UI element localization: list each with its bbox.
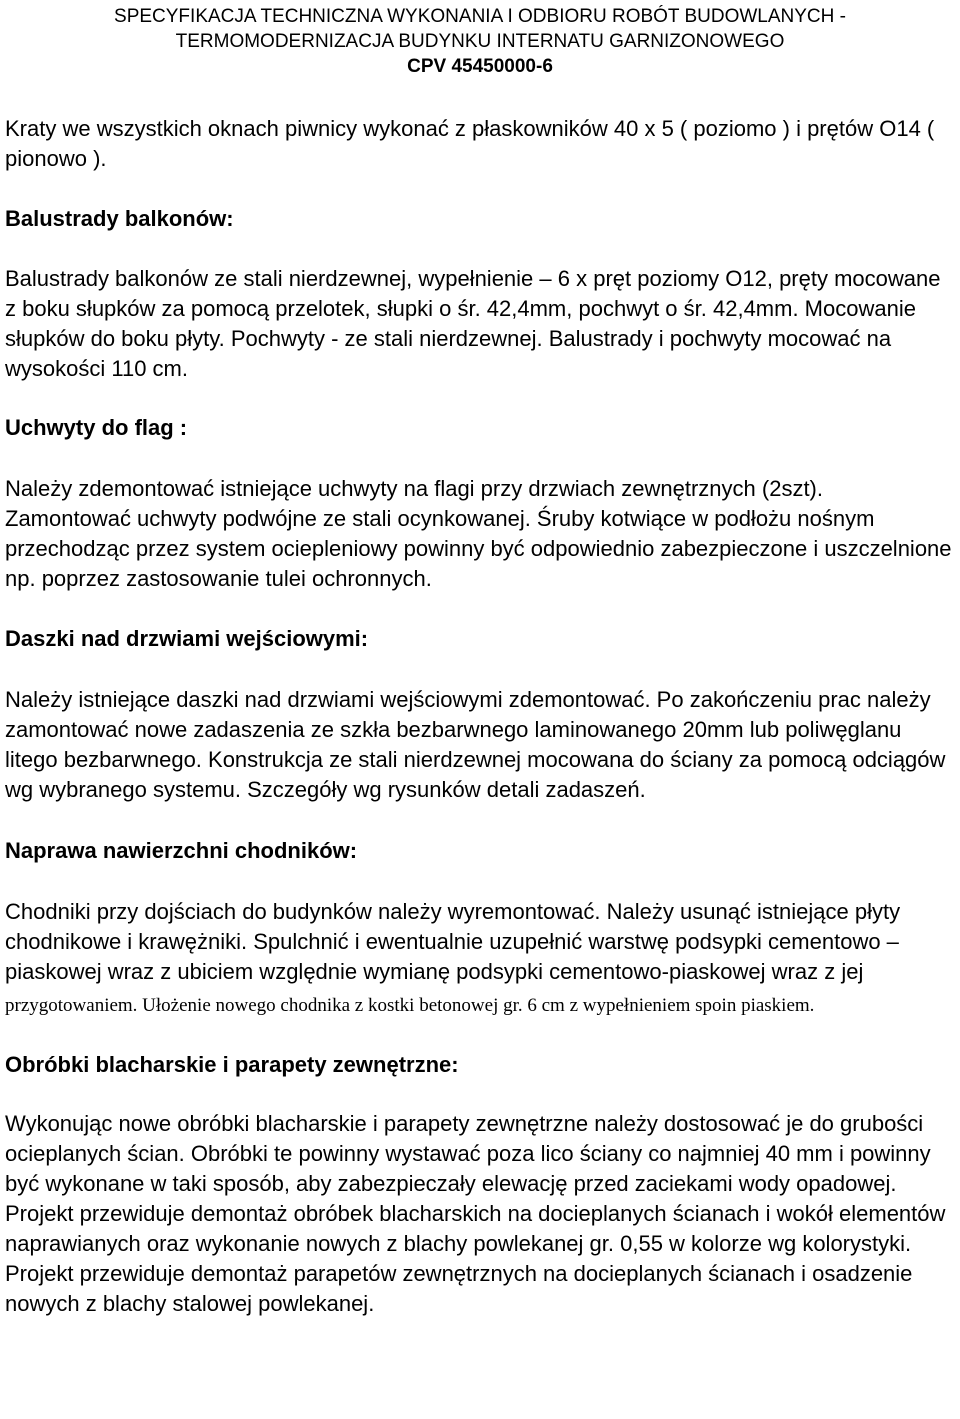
header-title-line-1: SPECYFIKACJA TECHNICZNA WYKONANIA I ODBIORU ROBÓT BUDOWLANYCH - bbox=[114, 6, 846, 27]
section-heading-uchwyty: Uchwyty do flag : bbox=[5, 415, 188, 440]
header-title-line-2: TERMOMODERNIZACJA BUDYNKU INTERNATU GARNIZONOWEGO bbox=[175, 31, 785, 52]
header-cpv-code: CPV 45450000-6 bbox=[407, 56, 553, 77]
section-body-daszki: Należy istniejące daszki nad drzwiami wejściowymi zdemontować. Po zakończeniu prac należy zamontować nowe zadaszenia ze szkła bezbarwnego laminowanego 20mm lub poliwęglanu litego bezbarwnego. Konstrukcja ze stali nierdzewnej mocowana do ściany za pomocą odciągów wg wybranego systemu. Szczegóły wg rysunków detali zadaszeń. bbox=[5, 687, 946, 802]
section-body-balustrady: Balustrady balkonów ze stali nierdzewnej, wypełnienie – 6 x pręt poziomy O12, pręty mocowane z boku słupków za pomocą przelotek, słupki o śr. 42,4mm, pochwyt o śr. 42,4mm. Mocowanie słupków do boku płyty. Pochwyty - ze stali nierdzewnej. Balustrady i pochwyty mocować na wysokości 110 cm. bbox=[5, 266, 941, 381]
section-body-naprawa-main: Chodniki przy dojściach do budynków należy wyremontować. Należy usunąć istniejące płyty chodnikowe i krawężniki. Spulchnić i ewentualnie uzupełnić warstwę podsypki cementowo – piaskowej wraz z ubiciem względnie wymianę podsypki cementowo-piaskowej wraz z jej bbox=[5, 899, 901, 984]
section-body-naprawa bbox=[5, 897, 955, 1021]
section-heading-obrobki: Obróbki blacharskie i parapety zewnętrzne: bbox=[5, 1052, 459, 1077]
section-body-naprawa-tail: przygotowaniem. Ułożenie nowego chodnika z kostki betonowej gr. 6 cm z wypełnieniem spoin piaskiem. bbox=[5, 995, 815, 1016]
section-body-uchwyty: Należy zdemontować istniejące uchwyty na flagi przy drzwiach zewnętrznych (2szt). Zamontować uchwyty podwójne ze stali ocynkowanej. Śruby kotwiące w podłożu nośnym przechodząc przez system ociepleniowy powinny być odpowiednio zabezpieczone i uszczelnione np. poprzez zastosowanie tulei ochronnych. bbox=[5, 476, 952, 591]
section-heading-daszki: Daszki nad drzwiami wejściowymi: bbox=[5, 626, 369, 651]
intro-paragraph: Kraty we wszystkich oknach piwnicy wykonać z płaskowników 40 x 5 ( poziomo ) i prętów O14 ( pionowo ). bbox=[5, 116, 935, 171]
document-page bbox=[5, 0, 955, 1319]
section-heading-balustrady: Balustrady balkonów: bbox=[5, 206, 234, 231]
section-heading-naprawa: Naprawa nawierzchni chodników: bbox=[5, 838, 358, 863]
document-header bbox=[5, 0, 955, 80]
section-body-obrobki: Wykonując nowe obróbki blacharskie i parapety zewnętrzne należy dostosować je do grubości ocieplanych ścian. Obróbki te powinny wystawać poza lico ściany co najmniej 40 mm i powinny być wykonane w taki sposób, aby zabezpieczały elewację przed zaciekami wody opadowej. Projekt przewiduje demontaż obróbek blacharskich na docieplanych ścianach i wokół elementów naprawianych oraz wykonanie nowych z blachy powlekanej gr. 0,55 w kolorze wg kolorystyki. Projekt przewiduje demontaż parapetów zewnętrznych na docieplanych ścianach i osadzenie nowych z blachy stalowej powlekanej. bbox=[5, 1111, 946, 1316]
